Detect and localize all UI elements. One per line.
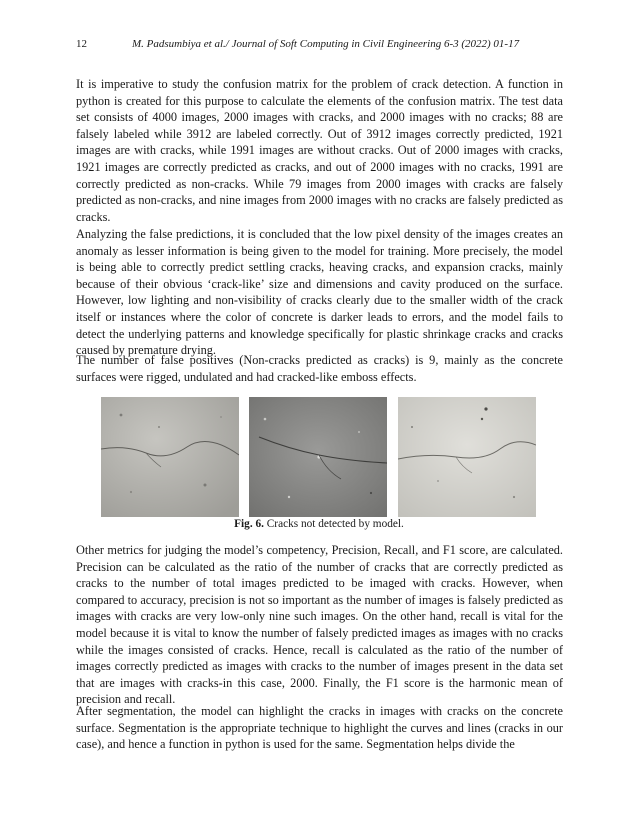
body-paragraph-false-positives <box>76 352 563 391</box>
body-paragraph-confusion-matrix <box>76 76 563 231</box>
concrete-photo-3 <box>398 397 536 517</box>
figure-label: Fig. 6. <box>234 518 264 530</box>
paragraph: It is imperative to study the confusion matrix for the problem of crack detection. A function in python is created for this purpose to calculate the elements of the confusion matrix. The test data set consists of 4000 images, 2000 images with cracks, and 2000 images with no cracks; 88 are falsely labeled while 3912 are labeled correctly. Out of 3912 images correctly predicted, 1921 images are with cracks, while 1991 images are without cracks. Out of 2000 images with cracks, 1921 images are correctly predicted as cracks, and out of 2000 images with no cracks, 1991 are correctly predicted as non-cracks. While 79 images from 2000 images with cracks are falsely predicted as non-cracks, and nine images from 2000 images with no cracks are falsely predicted as cracks. <box>76 77 563 224</box>
concrete-photo-1 <box>101 397 239 517</box>
page-number: 12 <box>76 38 87 50</box>
paragraph: Other metrics for judging the model’s competency, Precision, Recall, and F1 score, are calculated. Precision can be calculated as the ratio of the number of cracks that are correctly predicted as cracks to the number of total images predicted to be imaged with cracks. However, when compared to accuracy, precision is not so important as the number of images is falsely predicted as images with cracks are very low-only nine such images. On the other hand, recall is vital for the model because it is vital to know the number of falsely predicted images as images with no cracks while the images consisted of cracks. Hence, recall is calculated as the ratio of the number of images correctly predicted as images with cracks to the number of images present in the data set that are images with cracks-in this case, 2000. Finally, the F1 score is the harmonic mean of precision and recall. <box>76 543 563 707</box>
figure-caption-text: Cracks not detected by model. <box>266 518 404 530</box>
paragraph: Analyzing the false predictions, it is concluded that the low pixel density of the images creates an anomaly as lesser information is being given to the model for training. More precisely, the model is being able to correctly predict settling cracks, heaving cracks, and expansion cracks, mainly because of their obvious ‘crack-like’ size and dimensions and cavity produced on the surface. However, low lighting and non-visibility of cracks clearly due to the smaller width of the crack itself or instances where the color of concrete is darker leads to errors, and the model fails to detect the underlying patterns and knowledge specifically for plastic shrinkage cracks and cracks caused by premature drying. <box>76 227 563 358</box>
figure-caption <box>0 518 638 530</box>
body-paragraph-false-predictions <box>76 226 563 365</box>
concrete-photo-2 <box>249 397 387 517</box>
running-title: M. Padsumbiya et al./ Journal of Soft Computing in Civil Engineering 6-3 (2022) 01-17 <box>132 38 520 50</box>
figure-6 <box>0 397 638 517</box>
page-header <box>76 38 562 54</box>
body-paragraph-segmentation <box>76 703 563 759</box>
paragraph: After segmentation, the model can highlight the cracks in images with cracks on the concrete surface. Segmentation is the appropriate technique to highlight the curves and lines (cracks in our case), and hence a function in python is used for the same. Segmentation helps divide the <box>76 704 563 752</box>
photo-3-surface <box>398 397 536 517</box>
paragraph: The number of false positives (Non-cracks predicted as cracks) is 9, mainly as the concrete surfaces were rigged, undulated and had cracked-like emboss effects. <box>76 353 563 384</box>
body-paragraph-metrics <box>76 542 563 714</box>
